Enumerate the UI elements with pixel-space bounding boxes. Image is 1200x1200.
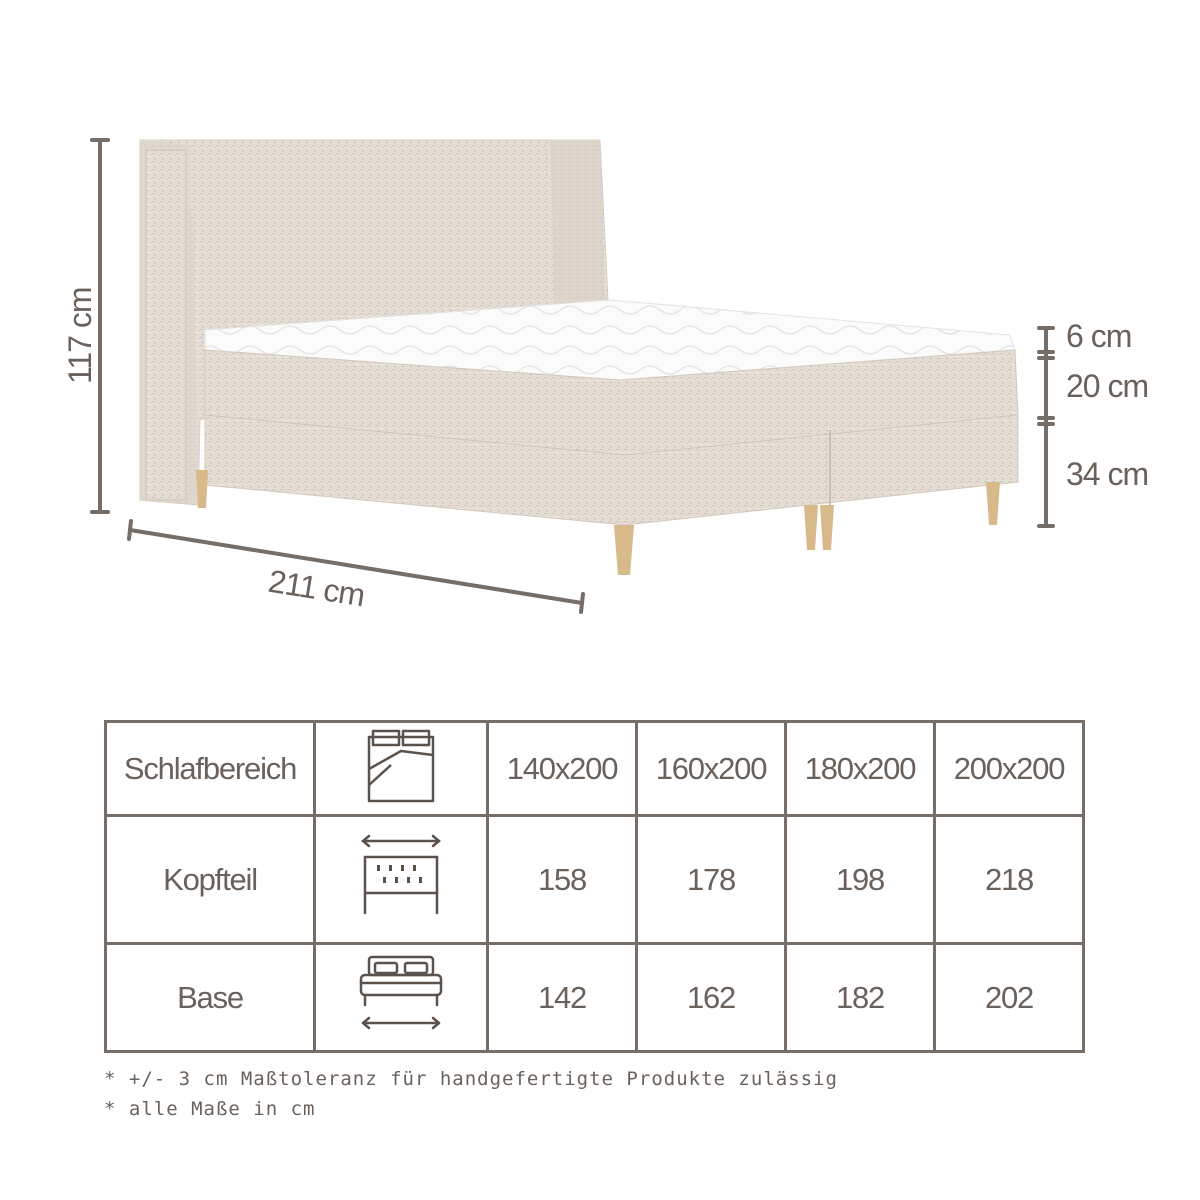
topper-height-label: 6 cm [1066, 318, 1132, 354]
base-140: 142 [488, 944, 637, 1052]
base-200: 202 [935, 944, 1084, 1052]
size-160x200: 160x200 [637, 722, 786, 816]
length-label: 211 cm [265, 562, 367, 614]
mattress-height-label: 20 cm [1066, 368, 1149, 404]
row-label-kopfteil: Kopfteil [106, 816, 315, 944]
base-height-label: 34 cm [1066, 456, 1149, 492]
kopfteil-180: 198 [786, 816, 935, 944]
row-label-base: Base [106, 944, 315, 1052]
bed-top-view-icon [315, 722, 488, 816]
size-table [104, 720, 1085, 1053]
kopfteil-200: 218 [935, 816, 1084, 944]
base-180: 182 [786, 944, 935, 1052]
kopfteil-160: 178 [637, 816, 786, 944]
row-label-schlafbereich: Schlafbereich [106, 722, 315, 816]
bed-base-width-icon [315, 944, 488, 1052]
size-200x200: 200x200 [935, 722, 1084, 816]
table-row [106, 816, 1084, 944]
headboard-width-icon [315, 816, 488, 944]
size-180x200: 180x200 [786, 722, 935, 816]
table-row [106, 944, 1084, 1052]
size-140x200: 140x200 [488, 722, 637, 816]
base-160: 162 [637, 944, 786, 1052]
kopfteil-140: 158 [488, 816, 637, 944]
table-header-row [106, 722, 1084, 816]
height-total-label: 117 cm [62, 287, 98, 384]
tolerance-note: * +/- 3 cm Maßtoleranz für handgefertigte Produkte zulässig [104, 1068, 838, 1090]
units-note: * alle Maße in cm [104, 1098, 316, 1120]
